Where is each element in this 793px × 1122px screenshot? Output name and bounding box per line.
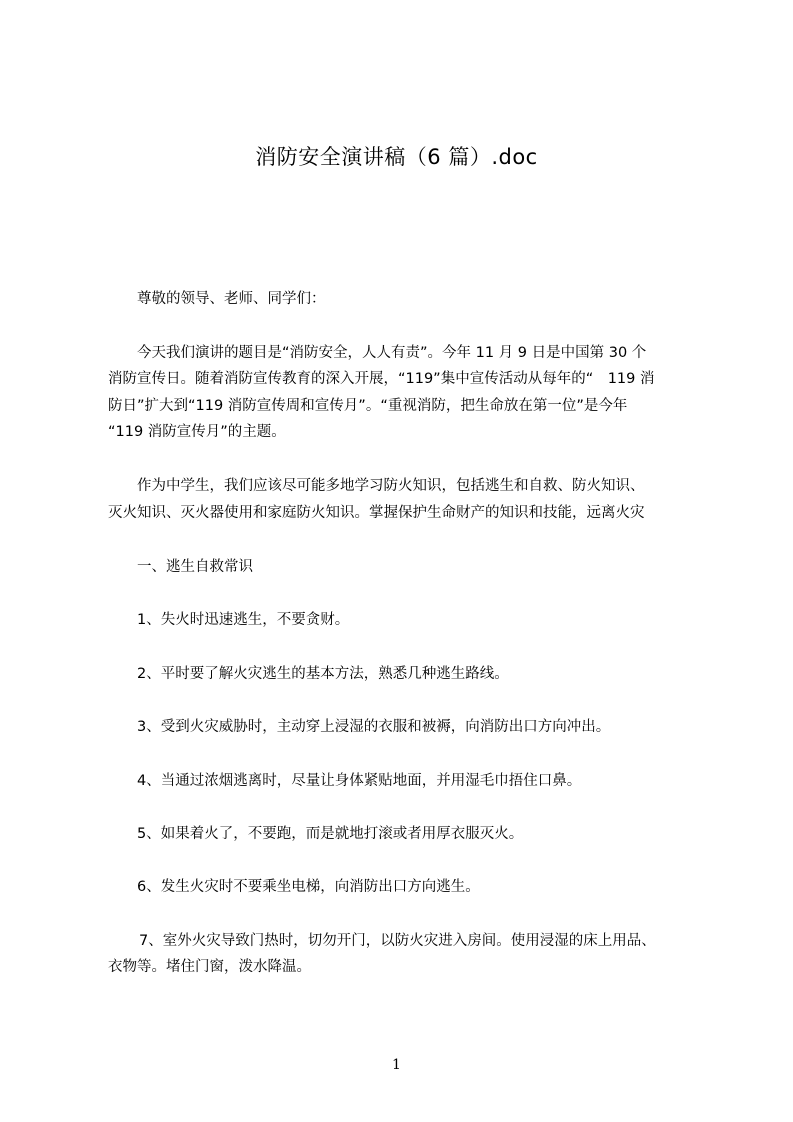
- document-title: 消防安全演讲稿（6 篇）.doc: [255, 145, 538, 169]
- paragraph-1-line-3: 防日”扩大到“119 消防宣传周和宣传月”。“重视消防，把生命放在第一位”是今年: [108, 398, 628, 414]
- list-item: 4、当通过浓烟逃离时，尽量让身体紧贴地面，并用湿毛巾捂住口鼻。: [137, 773, 582, 789]
- paragraph-2-line-2: 灭火知识、灭火器使用和家庭防火知识。掌握保护生命财产的知识和技能，远离火灾: [108, 505, 645, 521]
- list-item: 2、平时要了解火灾逃生的基本方法，熟悉几种逃生路线。: [137, 666, 509, 682]
- list-item-7-line-2: 衣物等。堵住门窗，泼水降温。: [108, 959, 311, 975]
- paragraph-1-line-2: 消防宣传日。随着消防宣传教育的深入开展，“119”集中宣传活动从每年的“ 119 消: [108, 371, 655, 387]
- paragraph-2-line-1: 作为中学生，我们应该尽可能多地学习防火知识，包括逃生和自救、防火知识、: [137, 478, 645, 494]
- greeting: 尊敬的领导、老师、同学们：: [137, 291, 326, 307]
- list-item: 5、如果着火了，不要跑，而是就地打滚或者用厚衣服灭火。: [137, 826, 524, 842]
- paragraph-1-line-1: 今天我们演讲的题目是“消防安全，人人有责”。今年 11 月 9 日是中国第 30 个: [137, 345, 647, 361]
- list-item-7-line-1: 7、室外火灾导致门热时，切勿开门，以防火灾进入房间。使用浸湿的床上用品、: [139, 933, 656, 949]
- paragraph-1-line-4: “119 消防宣传月”的主题。: [108, 424, 286, 440]
- page-number: 1: [392, 1057, 401, 1073]
- list-item: 6、发生火灾时不要乘坐电梯，向消防出口方向逃生。: [137, 879, 480, 895]
- list-item: 3、受到火灾威胁时，主动穿上浸湿的衣服和被褥，向消防出口方向冲出。: [137, 719, 611, 735]
- list-item: 1、失火时迅速逃生，不要贪财。: [137, 612, 350, 628]
- section-heading: 一、逃生自救常识: [137, 559, 253, 575]
